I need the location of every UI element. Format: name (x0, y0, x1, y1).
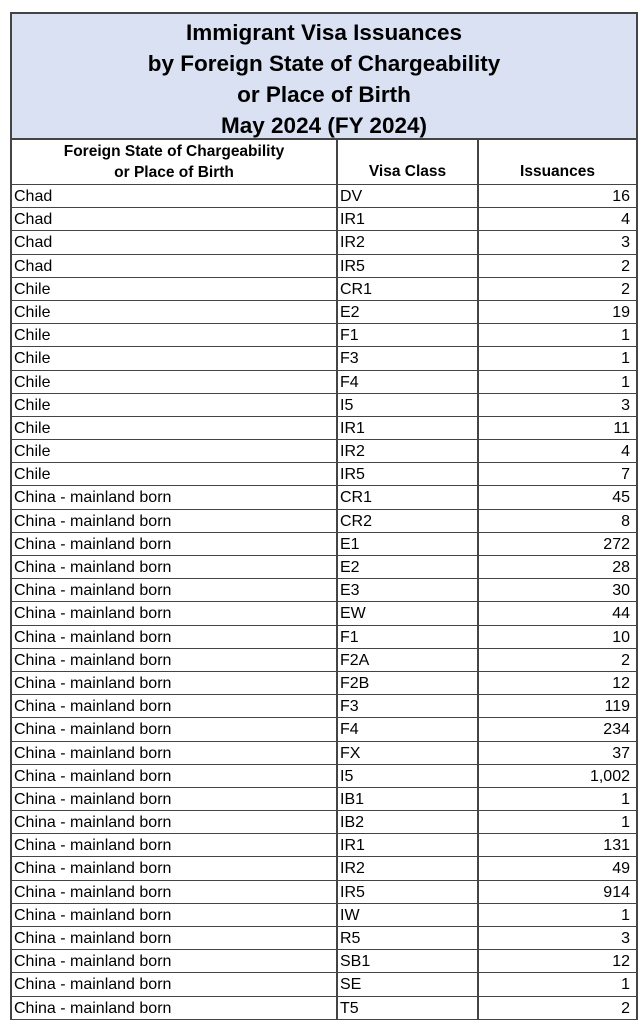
table-row (12, 788, 636, 811)
cell-visa-class: F3 (338, 695, 479, 717)
cell-visa-class: IR2 (338, 440, 479, 462)
table-title (12, 14, 636, 140)
cell-visa-class: E1 (338, 533, 479, 555)
cell-visa-class: F1 (338, 324, 479, 346)
cell-issuances: 7 (621, 466, 630, 484)
cell-issuances: 45 (612, 489, 630, 507)
cell-place: China - mainland born (12, 765, 338, 787)
title-line-3: or Place of Birth (237, 82, 411, 107)
cell-issuances: 1 (621, 327, 630, 345)
table-row (12, 950, 636, 973)
cell-place: China - mainland born (12, 695, 338, 717)
cell-issuances: 4 (621, 211, 630, 229)
cell-visa-class: R5 (338, 927, 479, 949)
cell-place: China - mainland born (12, 742, 338, 764)
table-row (12, 626, 636, 649)
cell-place: China - mainland born (12, 649, 338, 671)
cell-visa-class: EW (338, 602, 479, 624)
title-line-1: Immigrant Visa Issuances (186, 20, 462, 45)
cell-place: China - mainland born (12, 811, 338, 833)
title-line-2: by Foreign State of Chargeability (147, 51, 501, 76)
table-row (12, 765, 636, 788)
cell-place: Chile (12, 278, 338, 300)
cell-issuances: 3 (621, 930, 630, 947)
cell-visa-class: IB1 (338, 788, 479, 810)
cell-visa-class: CR1 (338, 486, 479, 508)
column-header-row (12, 140, 636, 185)
table-row (12, 301, 636, 324)
cell-place: China - mainland born (12, 997, 338, 1019)
table-row (12, 997, 636, 1020)
cell-issuances: 12 (612, 953, 630, 971)
table-row (12, 649, 636, 672)
cell-visa-class: E3 (338, 579, 479, 601)
table-row (12, 579, 636, 602)
cell-issuances: 1 (621, 814, 630, 832)
cell-visa-class: IR5 (338, 463, 479, 485)
cell-issuances: 272 (603, 535, 630, 553)
column-header-place (12, 140, 338, 184)
table-body (12, 185, 636, 1020)
table-row (12, 324, 636, 347)
cell-place: China - mainland born (12, 672, 338, 694)
cell-place: China - mainland born (12, 626, 338, 648)
cell-issuances: 49 (612, 860, 630, 878)
cell-visa-class: FX (338, 742, 479, 764)
cell-visa-class: F2A (338, 649, 479, 671)
cell-issuances: 1 (621, 906, 630, 924)
cell-issuances: 8 (621, 512, 630, 530)
table-row (12, 278, 636, 301)
column-header-visa-class: Visa Class (338, 140, 479, 184)
cell-place: Chile (12, 301, 338, 323)
cell-issuances: 1 (621, 976, 630, 994)
table-row (12, 208, 636, 231)
cell-visa-class: F1 (338, 626, 479, 648)
table-row (12, 185, 636, 208)
table-row (12, 394, 636, 417)
cell-place: China - mainland born (12, 950, 338, 972)
table-row (12, 904, 636, 927)
cell-place: China - mainland born (12, 579, 338, 601)
table-row (12, 881, 636, 904)
table-row (12, 440, 636, 463)
cell-place: China - mainland born (12, 486, 338, 508)
table-row (12, 463, 636, 486)
column-header-place-line-2: or Place of Birth (114, 164, 234, 181)
cell-place: China - mainland born (12, 788, 338, 810)
cell-visa-class: IB2 (338, 811, 479, 833)
table-row (12, 834, 636, 857)
cell-visa-class: E2 (338, 301, 479, 323)
cell-place: China - mainland born (12, 556, 338, 578)
cell-visa-class: I5 (338, 394, 479, 416)
cell-place: Chad (12, 208, 338, 230)
cell-visa-class: T5 (338, 997, 479, 1019)
cell-issuances: 1 (621, 350, 630, 368)
cell-issuances: 2 (621, 257, 630, 275)
cell-issuances: 914 (603, 883, 630, 901)
cell-visa-class: CR2 (338, 510, 479, 532)
cell-visa-class: IR5 (338, 255, 479, 277)
cell-issuances: 1 (621, 790, 630, 808)
cell-visa-class: IR1 (338, 208, 479, 230)
cell-issuances: 3 (621, 234, 630, 252)
cell-issuances: 4 (621, 443, 630, 461)
cell-issuances: 37 (612, 744, 630, 762)
cell-visa-class: IR1 (338, 834, 479, 856)
cell-issuances: 1 (621, 373, 630, 391)
cell-visa-class: E2 (338, 556, 479, 578)
title-line-4: May 2024 (FY 2024) (221, 113, 427, 138)
cell-place: China - mainland born (12, 533, 338, 555)
cell-place: China - mainland born (12, 718, 338, 740)
table-row (12, 556, 636, 579)
cell-issuances: 119 (604, 698, 630, 716)
cell-place: Chad (12, 255, 338, 277)
cell-issuances: 19 (612, 303, 630, 321)
cell-place: Chile (12, 371, 338, 393)
cell-issuances: 16 (612, 188, 630, 205)
cell-visa-class: IR2 (338, 231, 479, 253)
cell-visa-class: CR1 (338, 278, 479, 300)
cell-issuances: 131 (603, 837, 630, 855)
cell-place: China - mainland born (12, 857, 338, 879)
cell-place: Chile (12, 463, 338, 485)
cell-place: Chile (12, 394, 338, 416)
cell-visa-class: DV (338, 185, 479, 207)
cell-visa-class: I5 (338, 765, 479, 787)
cell-place: Chile (12, 440, 338, 462)
cell-place: China - mainland born (12, 881, 338, 903)
cell-issuances: 44 (612, 605, 630, 623)
table-row (12, 811, 636, 834)
cell-visa-class: SB1 (338, 950, 479, 972)
cell-issuances: 2 (621, 999, 630, 1017)
visa-issuance-table (10, 12, 638, 1020)
cell-issuances: 28 (612, 559, 630, 576)
table-row (12, 857, 636, 880)
cell-issuances: 11 (613, 419, 630, 437)
cell-place: China - mainland born (12, 904, 338, 926)
table-row (12, 672, 636, 695)
cell-visa-class: IR1 (338, 417, 479, 439)
cell-issuances: 234 (603, 721, 630, 739)
cell-visa-class: IR5 (338, 881, 479, 903)
table-row (12, 695, 636, 718)
cell-visa-class: F4 (338, 371, 479, 393)
table-row (12, 533, 636, 556)
table-row (12, 231, 636, 254)
cell-place: China - mainland born (12, 834, 338, 856)
cell-place: Chad (12, 185, 338, 207)
cell-place: Chile (12, 347, 338, 369)
column-header-place-line-1: Foreign State of Chargeability (63, 143, 285, 160)
cell-visa-class: F2B (338, 672, 479, 694)
cell-visa-class: IR2 (338, 857, 479, 879)
cell-visa-class: IW (338, 904, 479, 926)
table-row (12, 973, 636, 996)
cell-place: China - mainland born (12, 510, 338, 532)
cell-issuances: 1,002 (589, 767, 630, 785)
table-row (12, 718, 636, 741)
table-row (12, 371, 636, 394)
table-row (12, 927, 636, 950)
cell-place: China - mainland born (12, 602, 338, 624)
table-row (12, 510, 636, 533)
table-row (12, 417, 636, 440)
cell-issuances: 10 (612, 628, 630, 646)
cell-place: Chad (12, 231, 338, 253)
cell-issuances: 30 (612, 582, 630, 600)
cell-issuances: 12 (612, 674, 630, 692)
table-row (12, 602, 636, 625)
cell-visa-class: F4 (338, 718, 479, 740)
cell-visa-class: SE (338, 973, 479, 995)
cell-place: Chile (12, 324, 338, 346)
cell-place: China - mainland born (12, 927, 338, 949)
table-row (12, 486, 636, 509)
table-row (12, 742, 636, 765)
cell-place: Chile (12, 417, 338, 439)
table-row (12, 347, 636, 370)
cell-visa-class: F3 (338, 347, 479, 369)
cell-issuances: 2 (621, 280, 630, 298)
column-header-issuances: Issuances (520, 163, 595, 180)
cell-issuances: 2 (621, 651, 630, 669)
cell-place: China - mainland born (12, 973, 338, 995)
table-row (12, 255, 636, 278)
cell-issuances: 3 (621, 396, 630, 414)
